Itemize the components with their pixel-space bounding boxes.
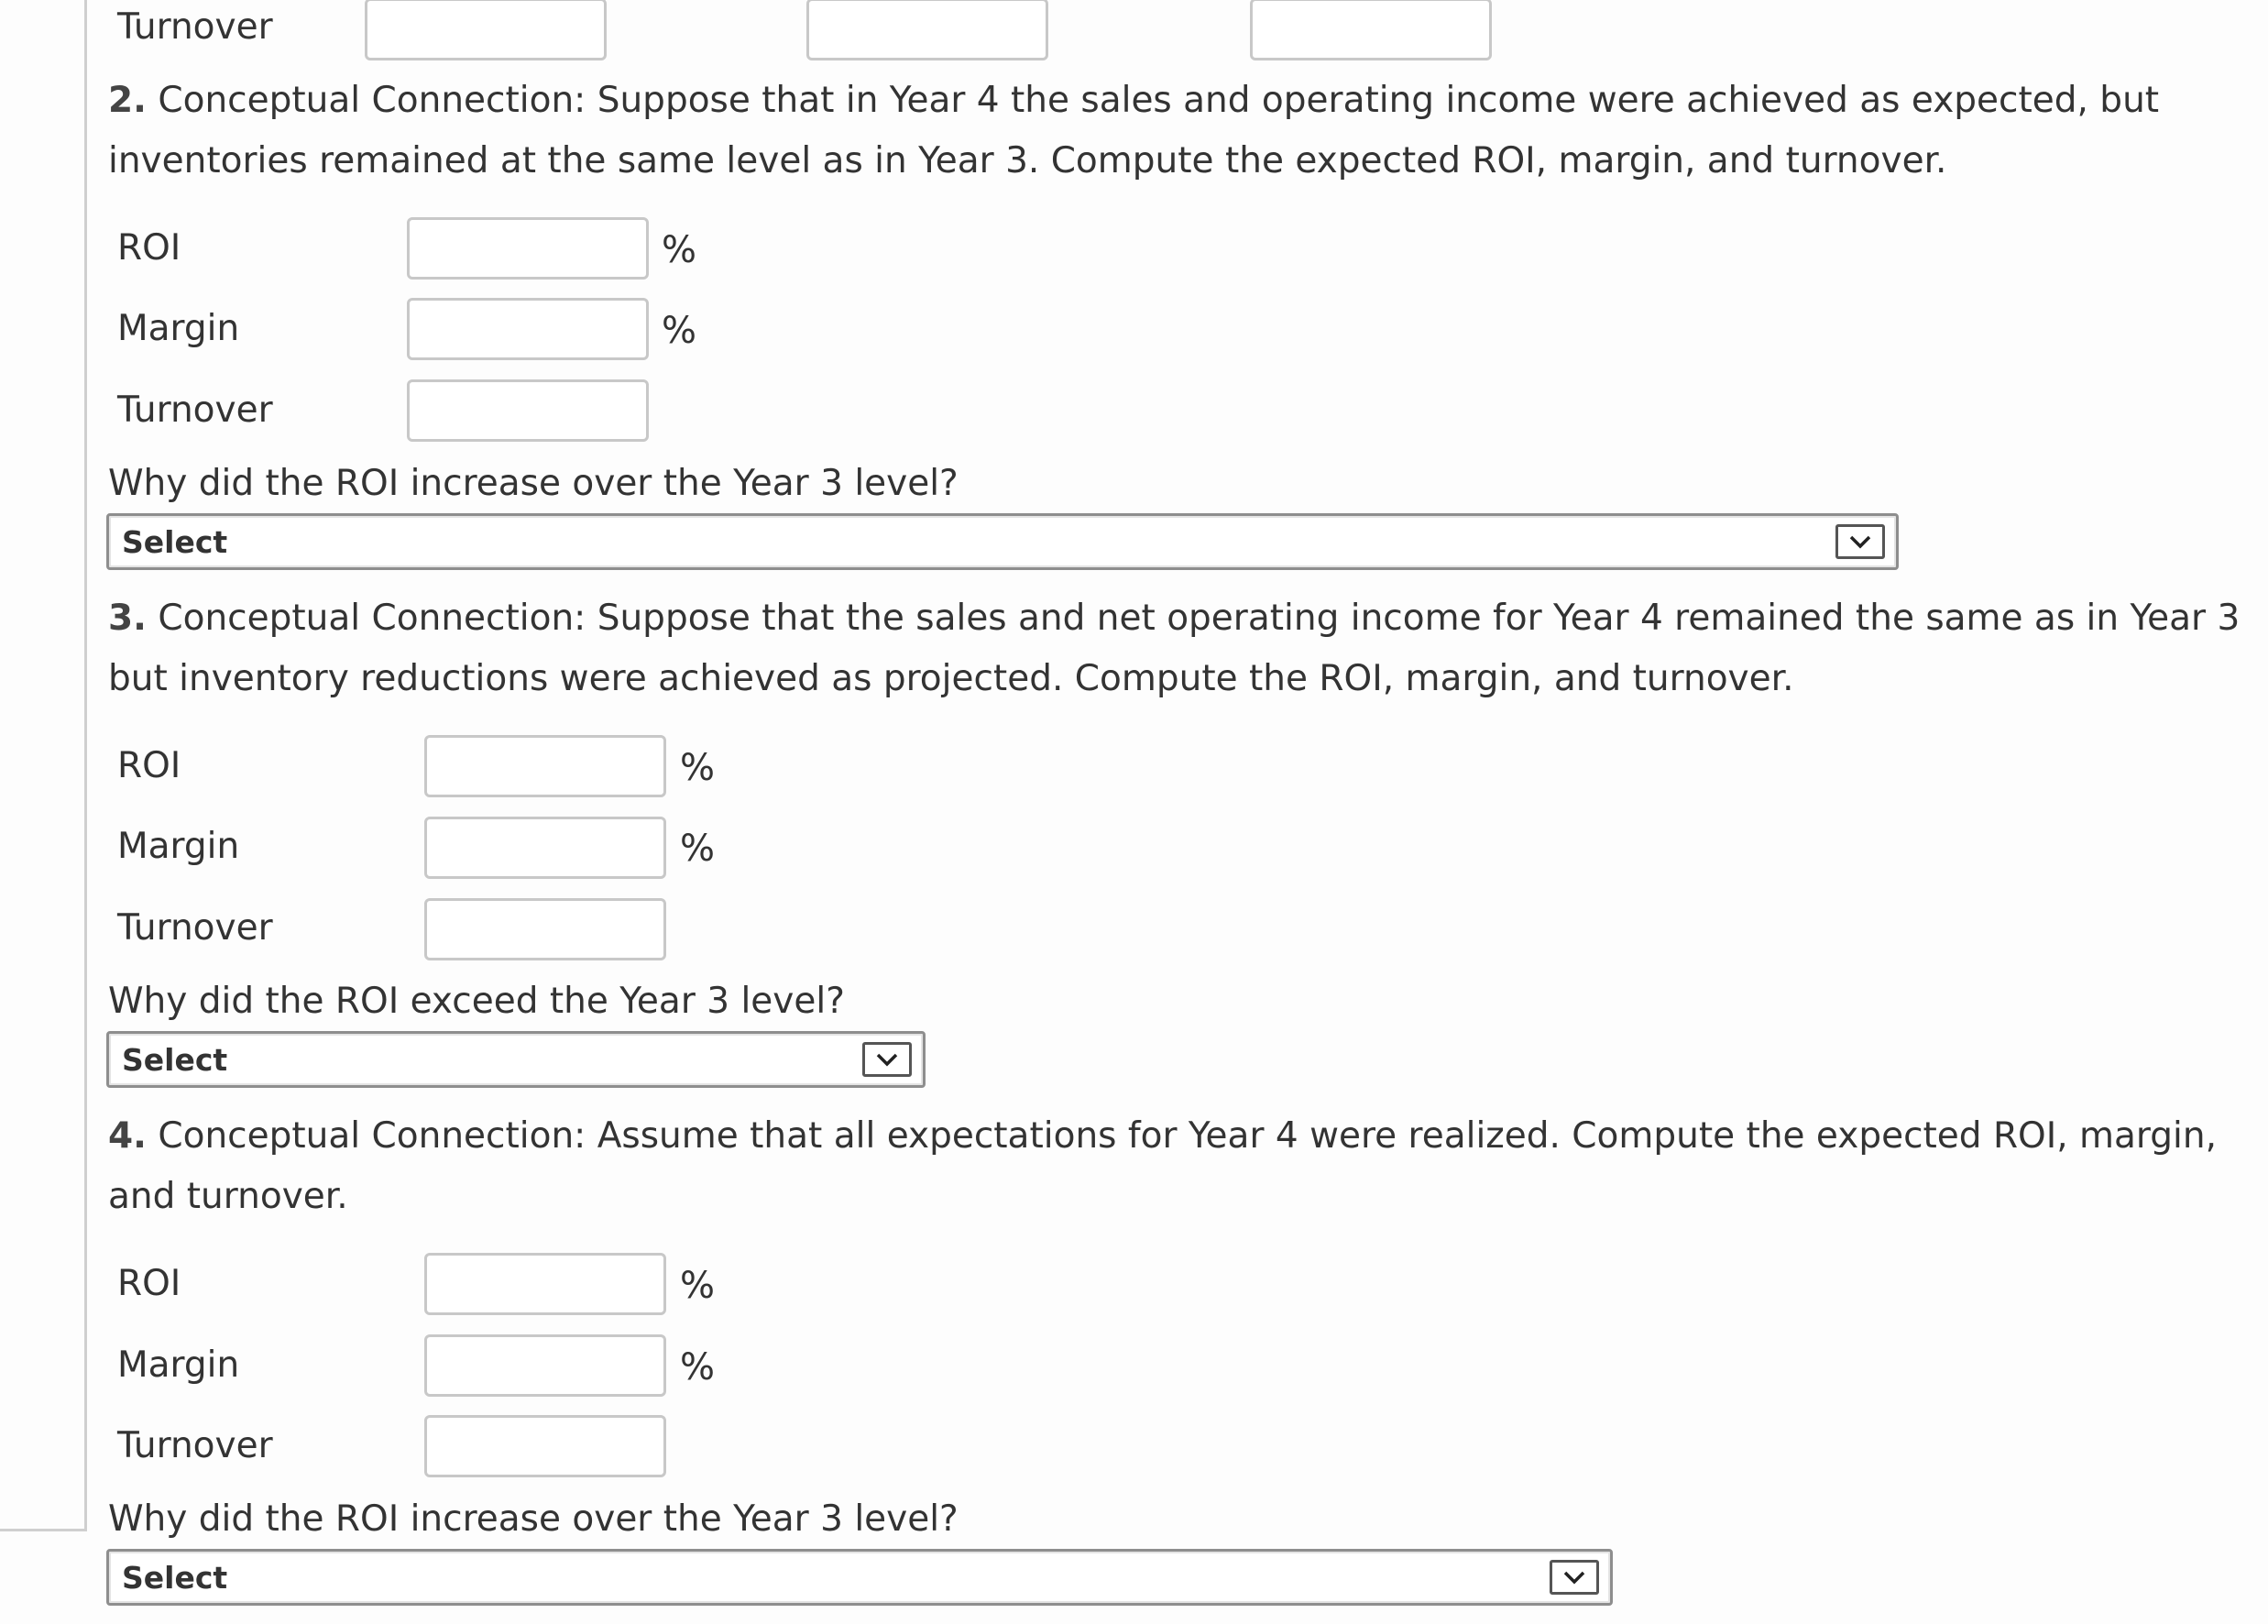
q4-margin-input[interactable]: [424, 1334, 666, 1397]
q4-margin-unit: %: [680, 1346, 716, 1388]
q4-prompt: [108, 1106, 2252, 1227]
q3-roi-input[interactable]: [424, 735, 666, 797]
q3-text: Conceptual Connection: Suppose that the sales and net operating income for Year 4 remained the same as in Year 3 but inventory reductions were achieved as projected. Compute the ROI, margin, and turnover.: [108, 598, 2241, 699]
q4-select[interactable]: [106, 1549, 1613, 1606]
top-turnover-input-1[interactable]: [365, 0, 607, 60]
q3-select-value: Select: [122, 1042, 228, 1078]
top-turnover-input-2[interactable]: [806, 0, 1048, 60]
q2-prompt: [108, 71, 2252, 192]
chevron-down-icon[interactable]: [1835, 524, 1885, 559]
q3-roi-unit: %: [680, 747, 716, 789]
q3-roi-label: ROI: [117, 745, 181, 786]
q2-roi-label: ROI: [117, 227, 181, 269]
q3-turnover-label: Turnover: [117, 907, 273, 949]
q4-roi-label: ROI: [117, 1263, 181, 1304]
q4-number: 4.: [108, 1115, 147, 1157]
q3-prompt: [108, 588, 2252, 709]
q2-turnover-label: Turnover: [117, 390, 273, 431]
q2-number: 2.: [108, 80, 147, 121]
q2-margin-input[interactable]: [407, 298, 649, 360]
q3-turnover-input[interactable]: [424, 898, 666, 960]
q3-number: 3.: [108, 598, 147, 639]
q3-select[interactable]: [106, 1031, 926, 1088]
q4-select-value: Select: [122, 1560, 228, 1596]
left-border: [84, 0, 87, 1531]
q2-question: Why did the ROI increase over the Year 3 level?: [108, 463, 959, 504]
q2-select-value: Select: [122, 524, 228, 560]
q4-margin-label: Margin: [117, 1344, 240, 1386]
q3-margin-input[interactable]: [424, 817, 666, 879]
q4-turnover-label: Turnover: [117, 1425, 273, 1466]
q3-margin-unit: %: [680, 828, 716, 870]
q4-roi-input[interactable]: [424, 1253, 666, 1315]
left-border-stub: [0, 1529, 87, 1531]
q2-roi-unit: %: [662, 229, 697, 271]
q3-margin-label: Margin: [117, 826, 240, 867]
q4-question: Why did the ROI increase over the Year 3 level?: [108, 1498, 959, 1540]
q4-roi-unit: %: [680, 1265, 716, 1307]
top-turnover-input-3[interactable]: [1250, 0, 1492, 60]
chevron-down-icon[interactable]: [1550, 1560, 1599, 1595]
q2-text: Conceptual Connection: Suppose that in Year 4 the sales and operating income were achieved as expected, but inventories remained at the same level as in Year 3. Compute the expected ROI, margin, and turnover.: [108, 80, 2160, 181]
q2-select[interactable]: [106, 513, 1899, 570]
q2-margin-label: Margin: [117, 308, 240, 349]
q4-turnover-input[interactable]: [424, 1415, 666, 1477]
q2-turnover-input[interactable]: [407, 379, 649, 442]
top-turnover-label: Turnover: [117, 6, 273, 48]
q2-roi-input[interactable]: [407, 217, 649, 280]
q3-question: Why did the ROI exceed the Year 3 level?: [108, 981, 845, 1022]
chevron-down-icon[interactable]: [862, 1042, 912, 1077]
q4-text: Conceptual Connection: Assume that all expectations for Year 4 were realized. Compute the expected ROI, margin, and turnover.: [108, 1115, 2217, 1217]
q2-margin-unit: %: [662, 310, 697, 352]
